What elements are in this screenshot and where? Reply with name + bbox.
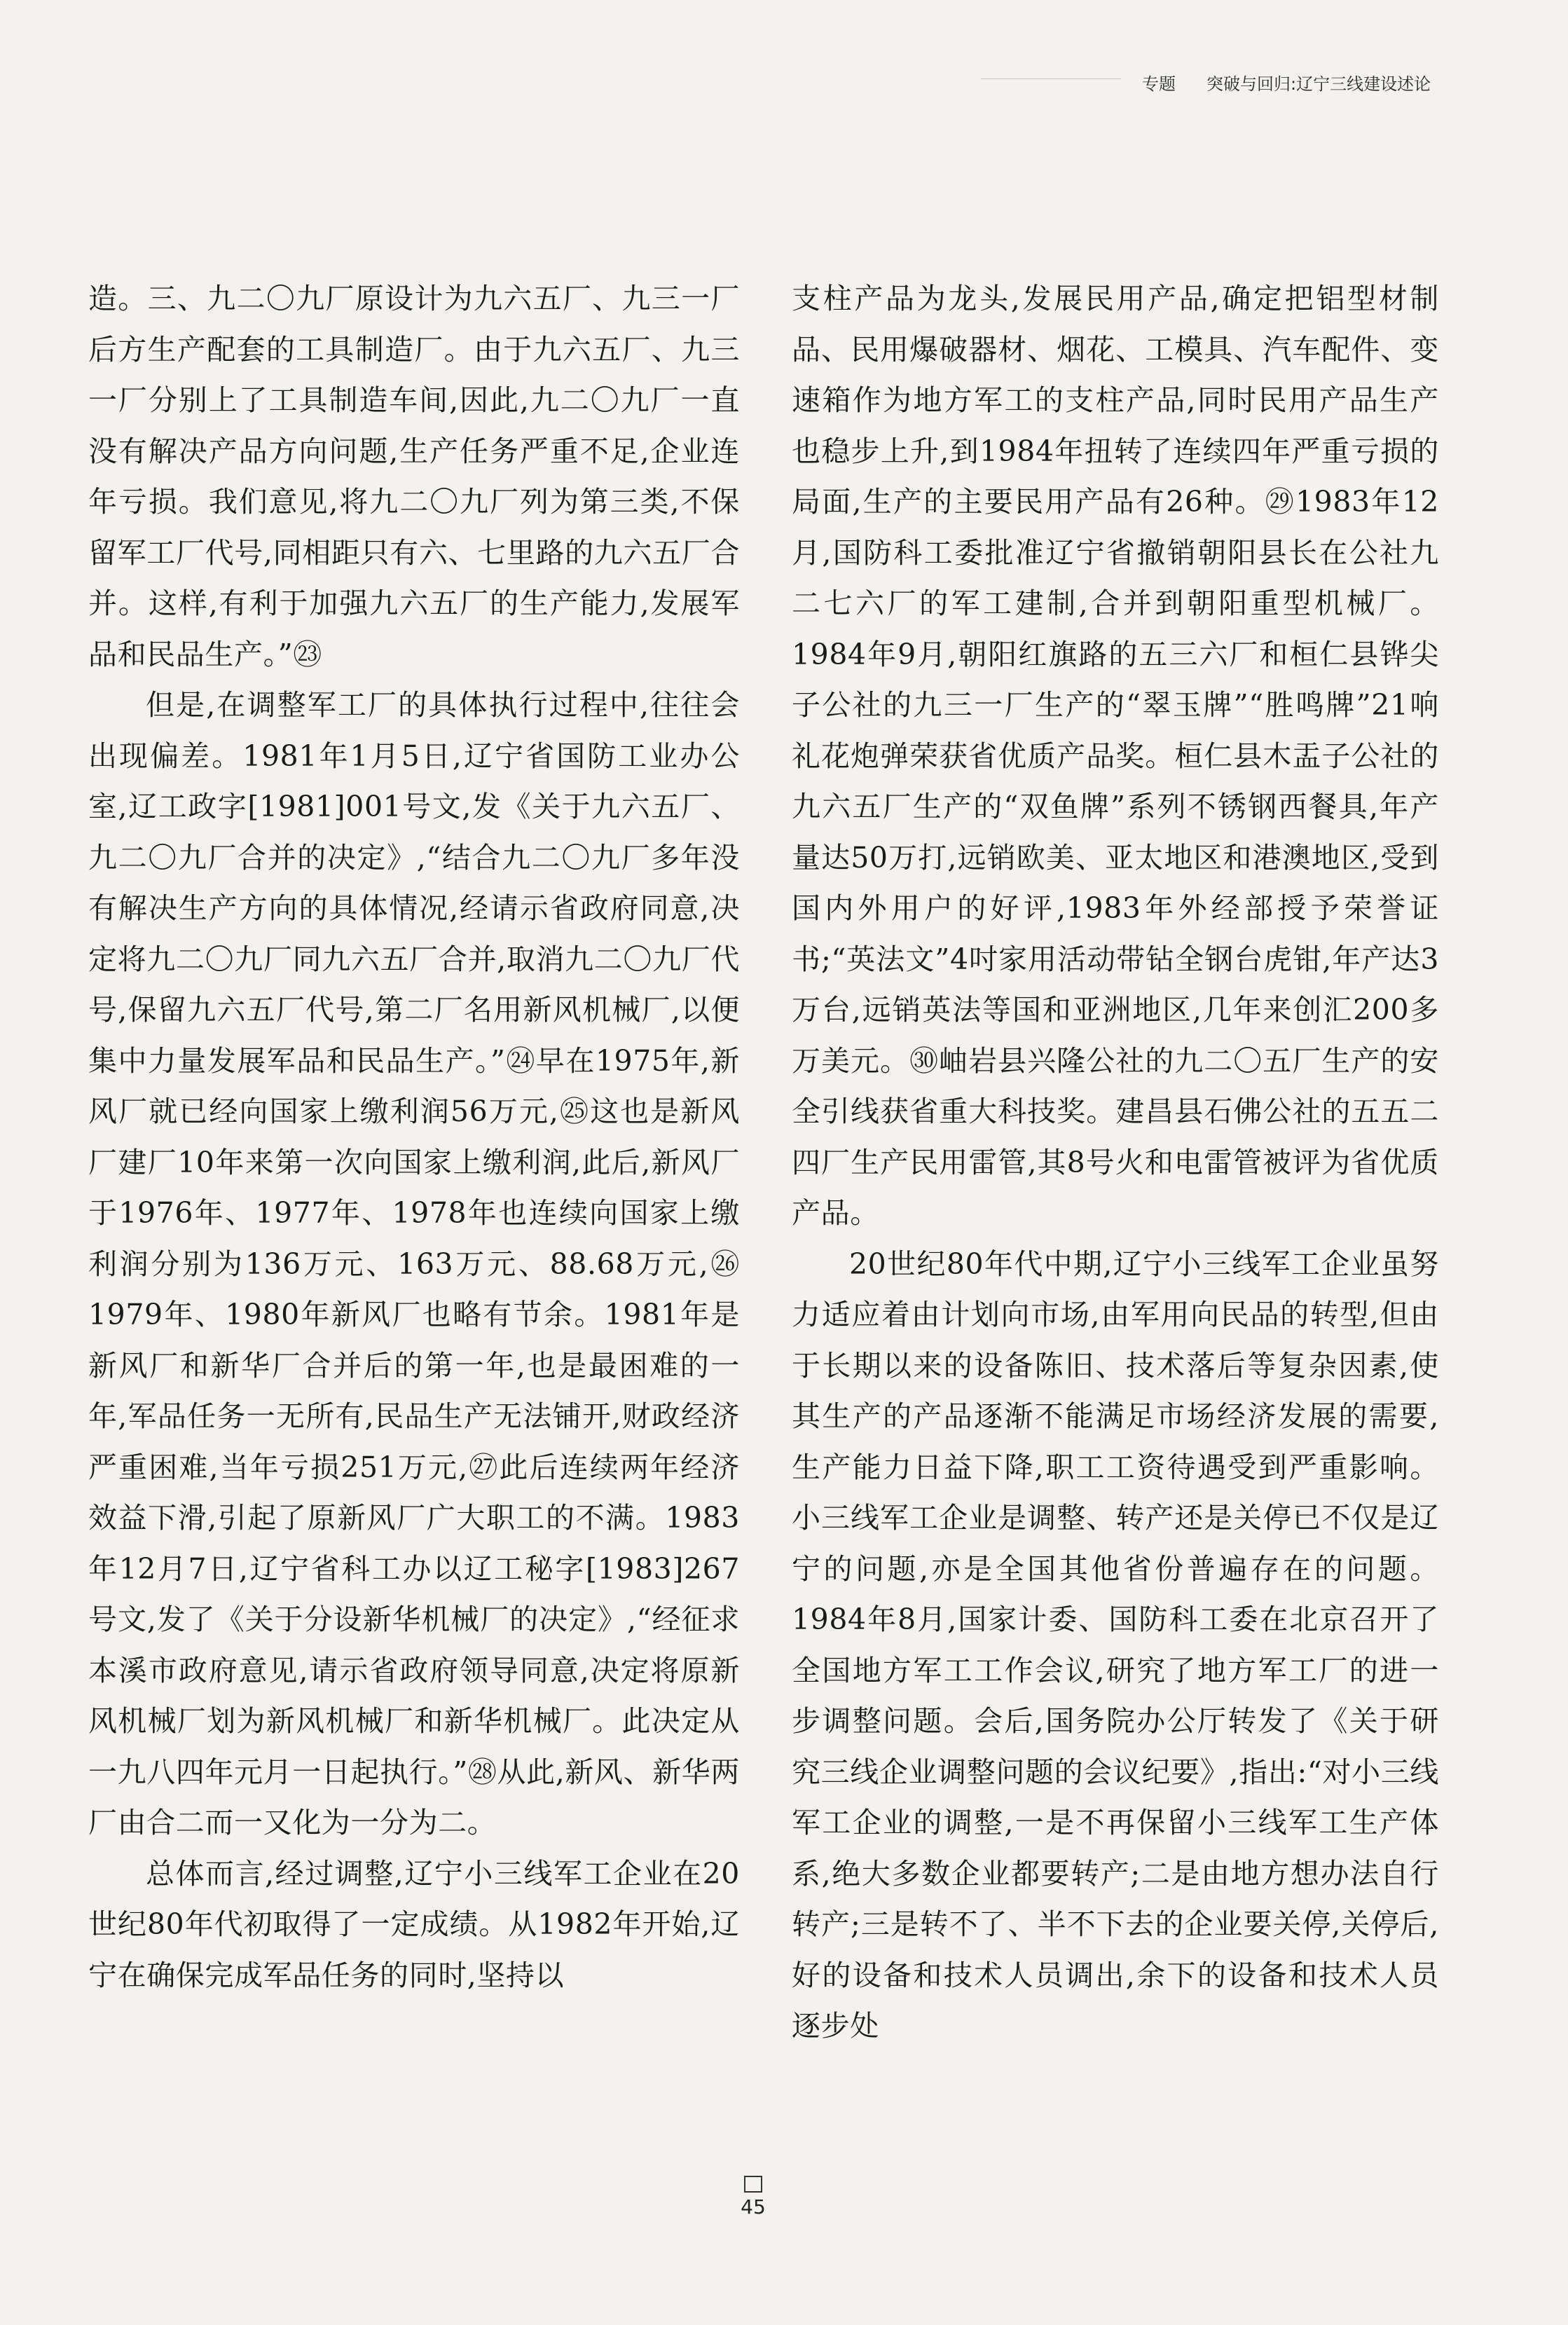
paragraph: 支柱产品为龙头,发展民用产品,确定把铝型材制品、民用爆破器材、烟花、工模具、汽车配件、变速箱作为地方军工的支柱产品,同时民用产品生产也稳步上升,到1984年扭转了连续四年严重亏损的局面,生产的主要民用产品有26种。㉙1983年12月,国防科工委批准辽宁省撤销朝阳县长在公社九二七六厂的军工建制,合并到朝阳重型机械厂。1984年9月,朝阳红旗路的五三六厂和桓仁县铧尖子公社的九三一厂生产的“翠玉牌”“胜鸣牌”21响礼花炮弹荣获省优质产品奖。桓仁县木盂子公社的九六五厂生产的“双鱼牌”系列不锈钢西餐具,年产量达50万打,远销欧美、亚太地区和港澳地区,受到国内外用户的好评,1983年外经部授予荣誉证书;“英法文”4吋家用活动带钻全钢台虎钳,年产达3万台,远销英法等国和亚洲地区,几年来创汇200多万美元。㉚岫岩县兴隆公社的九二〇五厂生产的安全引线获省重大科技奖。建昌县石佛公社的五五二四厂生产民用雷管,其8号火和电雷管被评为省优质产品。 [792,282,1439,1230]
paragraph: 20世纪80年代中期,辽宁小三线军工企业虽努力适应着由计划向市场,由军用向民品的转型,但由于长期以来的设备陈旧、技术落后等复杂因素,使其生产的产品逐渐不能满足市场经济发展的需要,生产能力日益下降,职工工资待遇受到严重影响。小三线军工企业是调整、转产还是关停已不仅是辽宁的问题,亦是全国其他省份普遍存在的问题。1984年8月,国家计委、国防科工委在北京召开了全国地方军工工作会议,研究了地方军工厂的进一步调整问题。会后,国务院办公厅转发了《关于研究三线企业调整问题的会议纪要》,指出:“对小三线军工企业的调整,一是不再保留小三线军工生产体系,绝大多数企业都要转产;二是由地方想办法自行转产;三是转不了、半不下去的企业要关停,关停后,好的设备和技术人员调出,余下的设备和技术人员逐步处 [792,1247,1439,2043]
header-section-label: 专题 [1142,74,1176,94]
page-number: 45 [741,2195,766,2218]
paragraph: 造。三、九二〇九厂原设计为九六五厂、九三一厂后方生产配套的工具制造厂。由于九六五厂、九三一厂分别上了工具制造车间,因此,九二〇九厂一直没有解决产品方向问题,生产任务严重不足,企业连年亏损。我们意见,将九二〇九厂列为第三类,不保留军工厂代号,同相距只有六、七里路的九六五厂合并。这样,有利于加强九六五厂的生产能力,发展军品和民品生产。”㉓ [88,282,740,671]
paragraph: 但是,在调整军工厂的具体执行过程中,往往会出现偏差。1981年1月5日,辽宁省国防工业办公室,辽工政字[1981]001号文,发《关于九六五厂、九二〇九厂合并的决定》,“结合九二〇九厂多年没有解决生产方向的具体情况,经请示省政府同意,决定将九二〇九厂同九六五厂合并,取消九二〇九厂代号,保留九六五厂代号,第二厂名用新风机械厂,以便集中力量发展军品和民品生产。”㉔早在1975年,新风厂就已经向国家上缴利润56万元,㉕这也是新风厂建厂10年来第一次向国家上缴利润,此后,新风厂于1976年、1977年、1978年也连续向国家上缴利润分别为136万元、163万元、88.68万元,㉖1979年、1980年新风厂也略有节余。1981年是新风厂和新华厂合并后的第一年,也是最困难的一年,军品任务一无所有,民品生产无法铺开,财政经济严重困难,当年亏损251万元,㉗此后连续两年经济效益下滑,引起了原新风厂广大职工的不满。1983年12月7日,辽宁省科工办以辽工秘字[1983]267号文,发了《关于分设新华机械厂的决定》,“经征求本溪市政府意见,请示省政府领导同意,决定将原新风机械厂划为新风机械厂和新华机械厂。此决定从一九八四年元月一日起执行。”㉘从此,新风、新华两厂由合二而一又化为一分为二。 [88,688,740,1839]
header-article-title: 突破与回归:辽宁三线建设述论 [1206,74,1431,94]
running-header [1142,64,1562,100]
page-square-icon [744,2176,762,2193]
paragraph: 总体而言,经过调整,辽宁小三线军工企业在20世纪80年代初取得了一定成绩。从1982年开始,辽宁在确保完成军品任务的同时,坚持以 [88,1856,740,1992]
page-footer [715,2176,792,2218]
left-text-column [88,273,740,2179]
right-text-column [792,273,1439,2179]
header-rule [981,78,1121,79]
